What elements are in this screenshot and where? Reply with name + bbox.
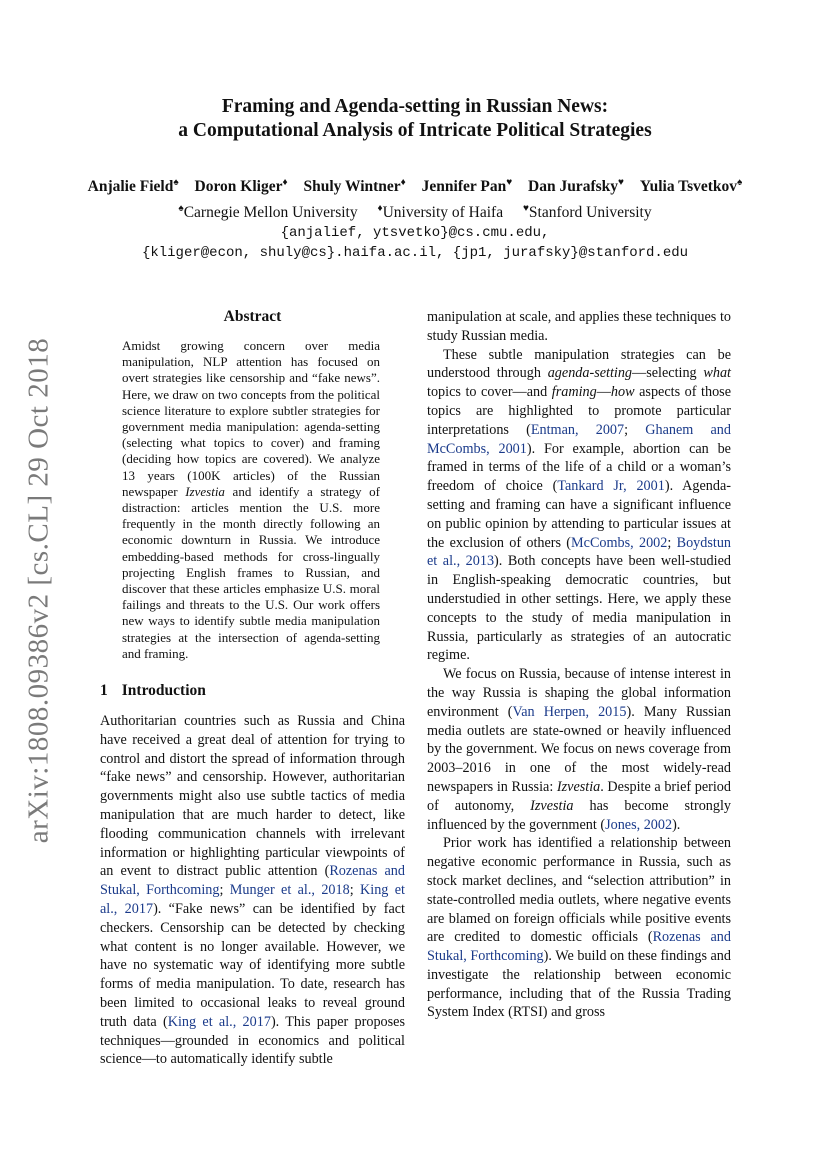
citation-link[interactable]: McCombs, 2002	[571, 534, 668, 551]
author: Yulia Tsvetkov♠	[639, 177, 743, 196]
citation-link[interactable]: Ghanem and McCombs, 2001	[427, 421, 731, 457]
email-line-1: {anjalief, ytsvetko}@cs.cmu.edu,	[280, 225, 550, 242]
arxiv-sidebar-stamp	[14, 330, 64, 850]
affiliation: ♥Stanford University	[522, 203, 652, 222]
intro-paragraph-3: We focus on Russia, because of intense interest in the way Russia is shaping the global information environment (Van Herpen, 2015). Many Russian media outlets are state-owned or heavily influenced by the government. We focus on news coverage from 2003–2016 in one of the most widely-read newspapers in Russia: Izvestia. Despite a brief period of autonomy, Izvestia has become strongly influenced by the government (Jones, 2002).	[427, 666, 732, 833]
author-block	[40, 172, 790, 263]
intro-paragraph-1-continued: manipulation at scale, and applies these techniques to study Russian media.	[427, 309, 731, 344]
affiliation-list	[40, 198, 790, 223]
author-list	[40, 172, 790, 198]
citation-link[interactable]: Tankard Jr, 2001	[557, 478, 665, 495]
citation-link[interactable]: Jones, 2002	[605, 816, 673, 833]
arxiv-id: arXiv:1808.09386v2 [cs.CL] 29 Oct 2018	[22, 337, 55, 843]
affiliation: ♠Carnegie Mellon University	[178, 203, 358, 222]
intro-paragraph-4: Prior work has identified a relationship between negative economic performance in Russia, such as stock market declines, and “selection attribution” in state-controlled media outlets, where negative events are blamed on foreign officials while positive events are credited to domestic officials (Rozenas and Stukal, Forthcoming). We build on these findings and investigate the relationship between economic performance, including that of the Russia Trading System Index (RTSI) and gross	[427, 835, 731, 1021]
email-line-2: {kliger@econ, shuly@cs}.haifa.ac.il, {jp1, jurafsky}@stanford.edu	[141, 245, 689, 262]
intro-paragraph-1: Authoritarian countries such as Russia and China have received a great deal of attention for trying to control and distort the spread of information through “fake news” and censorship. However, authoritarian governments might also use subtle tactics of media manipulation that are much harder to detect, like flooding communication channels with irrelevant information or highlighting particular viewpoints of an event to distract public attention (Rozenas and Stukal, Forthcoming; Munger et al., 2018; King et al., 2017). “Fake news” can be identified by fact checkers. Censorship can be detected by checking what content is no longer available. However, we have no systematic way of identifying more subtle forms of media manipulation. To date, research has been limited to occasional leaks to reveal ground truth data (King et al., 2017). This paper proposes techniques—grounded in economics and political science—to automatically identify subtle	[100, 713, 405, 1068]
right-column	[427, 308, 731, 1022]
citation-link[interactable]: King et al., 2017	[167, 1013, 271, 1030]
abstract-text: Amidst growing concern over media manipulation, NLP attention has focused on overt strategies like censorship and “fake news”. Here, we draw on two concepts from the political science literature to explore subtler strategies for government media manipulation: agenda-setting (selecting what topics to cover) and framing (deciding how topics are covered). We analyze 13 years (100K articles) of the Russian newspaper Izvestia and identify a strategy of distraction: articles mention the U.S. more frequently in the month directly following an economic downturn in Russia. We introduce embedding-based methods for cross-lingually projecting English frames to Russian, and discover that these articles emphasize U.S. moral failings and threats to the U.S. Our work offers new ways to identify subtle media manipulation strategies at the intersection of agenda-setting and framing.	[122, 338, 380, 661]
citation-link[interactable]: Rozenas and Stukal, Forthcoming	[100, 863, 405, 899]
title-line-2: a Computational Analysis of Intricate Political Strategies	[178, 120, 652, 141]
author: Dan Jurafsky♥	[528, 177, 624, 196]
citation-link[interactable]: Boydstun et al., 2013	[427, 534, 732, 570]
left-column	[100, 308, 405, 1069]
citation-link[interactable]: King et al., 2017	[100, 882, 405, 918]
author: Jennifer Pan♥	[421, 177, 513, 196]
section-heading-introduction: 1 Introduction	[100, 682, 206, 700]
intro-paragraph-2: These subtle manipulation strategies can be understood through agenda-setting—selecting what topics to cover—and framing—how aspects of those topics are highlighted to promote particular interpretations (Entman, 2007; Ghanem and McCombs, 2001). For example, abortion can be framed in terms of the life of a child or a woman’s freedom of choice (Tankard Jr, 2001). Agenda-setting and framing can have a significant influence on public opinion by attending to particular issues at the exclusion of others (McCombs, 2002; Boydstun et al., 2013). Both concepts have been well-studied in English-speaking democratic countries, but understudied in other settings. Here, we apply these concepts to the study of media manipulation in Russia, particularly as strategies of an autocratic regime.	[427, 346, 732, 664]
affiliation: ♦University of Haifa	[377, 203, 504, 222]
citation-link[interactable]: Entman, 2007	[530, 421, 625, 438]
citation-link[interactable]: Rozenas and Stukal, Forthcoming	[427, 929, 731, 965]
paper-title	[70, 95, 760, 143]
abstract-heading: Abstract	[223, 308, 282, 325]
author: Anjalie Field♠	[87, 177, 179, 196]
author: Doron Kliger♦	[194, 177, 288, 196]
title-line-1: Framing and Agenda-setting in Russian News:	[221, 96, 609, 117]
citation-link[interactable]: Van Herpen, 2015	[512, 703, 627, 720]
author: Shuly Wintner♦	[303, 177, 406, 196]
citation-link[interactable]: Munger et al., 2018	[229, 882, 350, 899]
